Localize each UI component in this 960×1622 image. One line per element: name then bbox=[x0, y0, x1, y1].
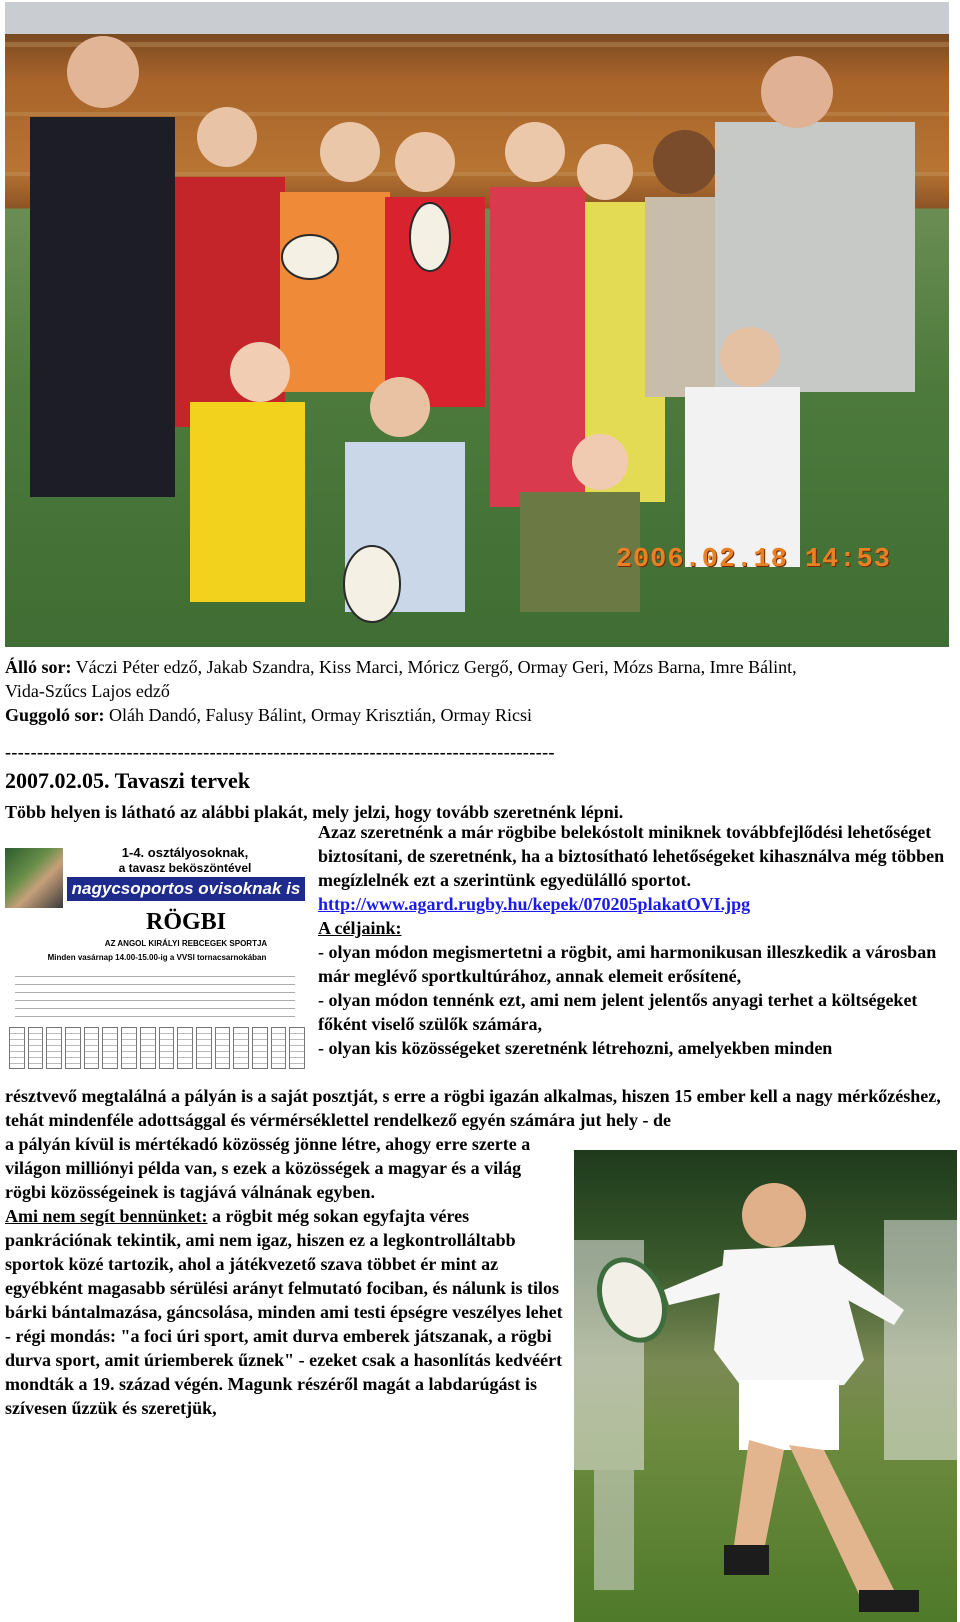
goals-heading: A céljaink: bbox=[318, 918, 402, 938]
not-help-paragraph bbox=[5, 1204, 565, 1420]
goal-item-2: - olyan módon tennénk ezt, ami nem jelent jelentős anyagi terhet a költségeket főként viselő szülők számára, bbox=[318, 990, 918, 1034]
rugby-player-illustration bbox=[574, 1150, 957, 1622]
not-help-heading: Ami nem segít bennünket: bbox=[5, 1206, 208, 1226]
caption-crouching-label: Guggoló sor: bbox=[5, 705, 105, 725]
poster-fine-print bbox=[15, 969, 295, 1021]
poster-player-thumbnail bbox=[5, 848, 63, 908]
post-right-column bbox=[318, 820, 958, 1060]
post-title-text: Tavaszi tervek bbox=[109, 768, 251, 793]
poster-tearoff-strips bbox=[9, 1027, 305, 1069]
poster-line-4: RÖGBI bbox=[145, 909, 226, 935]
not-help-text: a rögbit még sokan egyfajta véres pankrációnak tekintik, ami nem igaz, hiszen ez a legkontrolláltabb sportok közé tartozik, ahol a játékvezető szava többet ér mint az egyébként magasabb sérülési arányt felmutató fociban, és nálunk is tilos bárki bántalmazása, gáncsolása, minden ami testi épségre veszélyes lehet - régi mondás: "a foci úri sport, amit durva emberek játszanak, a rögbi durva sport, amit úriemberek űznek" - ezeket csak a hasonlítás kedvéért mondták a 19. század végén. Magunk részéről magát a labdarúgást is szívesen űzzük és szeretjük, bbox=[5, 1206, 563, 1418]
goal-item-3-end: a pályán kívül is mértékadó közösség jönne létre, ahogy erre szerte a világon milliónyi példa van, s ezek a közösségek a magyar és a világ rögbi közösségeinek is tagjává válnának egyben. bbox=[5, 1134, 531, 1202]
caption-crouching-names: Oláh Dandó, Falusy Bálint, Ormay Krisztián, Ormay Ricsi bbox=[104, 705, 532, 725]
post-date: 2007.02.05. bbox=[5, 768, 110, 793]
poster-line-2: a tavasz beköszöntével bbox=[118, 861, 252, 875]
goal-item-3-middle: résztvevő megtalálná a pályán is a saját posztját, s erre a rögbi igazán alkalmas, hiszen 15 ember kell a nagy mérkőzéshez, tehát mindenféle adottsággal és vérmérséklettel rendelkező egyén számára jut hely - de bbox=[5, 1086, 941, 1130]
poster-line-5: AZ ANGOL KIRÁLYI REBCEGEK SPORTJA bbox=[104, 939, 268, 948]
post-wide-text bbox=[5, 1084, 955, 1132]
goal-item-3-start: - olyan kis közösségeket szeretnénk létrehozni, amelyekben minden bbox=[318, 1038, 833, 1058]
poster-line-1: 1-4. osztályosoknak, bbox=[121, 845, 249, 860]
goal-item-1: - olyan módon megismertetni a rögbit, ami harmonikusan illeszkedik a városban már meglévő sportkultúrához, annak elemeit erősítené, bbox=[318, 942, 937, 986]
post-title bbox=[5, 768, 250, 794]
poster-link[interactable]: http://www.agard.rugby.hu/kepek/070205plakatOVI.jpg bbox=[318, 894, 751, 914]
poster-image bbox=[5, 843, 307, 1071]
post-left-column bbox=[5, 1132, 565, 1420]
caption-standing-line-1 bbox=[5, 655, 955, 679]
caption-standing-label: Álló sor: bbox=[5, 657, 72, 677]
photo-caption bbox=[5, 655, 955, 727]
caption-standing-names: Váczi Péter edző, Jakab Szandra, Kiss Marci, Móricz Gergő, Ormay Geri, Mózs Barna, Imre Bálint, bbox=[71, 657, 797, 677]
caption-crouching-line bbox=[5, 703, 955, 727]
post-intro: Több helyen is látható az alábbi plakát, mely jelzi, hogy tovább szeretnénk lépni. bbox=[5, 802, 624, 822]
poster-line-6: Minden vasárnap 14.00-15.00-ig a VVSI tornacsarnokában bbox=[47, 953, 267, 962]
rugby-player-photo bbox=[574, 1150, 957, 1622]
caption-standing-line-2: Vida-Szűcs Lajos edző bbox=[5, 681, 170, 701]
section-divider: -------------------------------------------------------------------------------------- bbox=[5, 742, 555, 762]
team-photo bbox=[5, 2, 949, 647]
photo-timestamp: 2006.02.18 14:53 bbox=[615, 545, 891, 575]
poster-line-3: nagycsoportos ovisoknak is bbox=[67, 877, 305, 901]
post-paragraph-1: Azaz szeretnénk a már rögbibe belekóstolt miniknek továbbfejlődési lehetőséget biztosítani, de szeretnénk, ha a biztosítható lehetőségeket kihasználva még többen megízlelnék ezt a szerintünk egyedülálló sportot. bbox=[318, 822, 945, 890]
